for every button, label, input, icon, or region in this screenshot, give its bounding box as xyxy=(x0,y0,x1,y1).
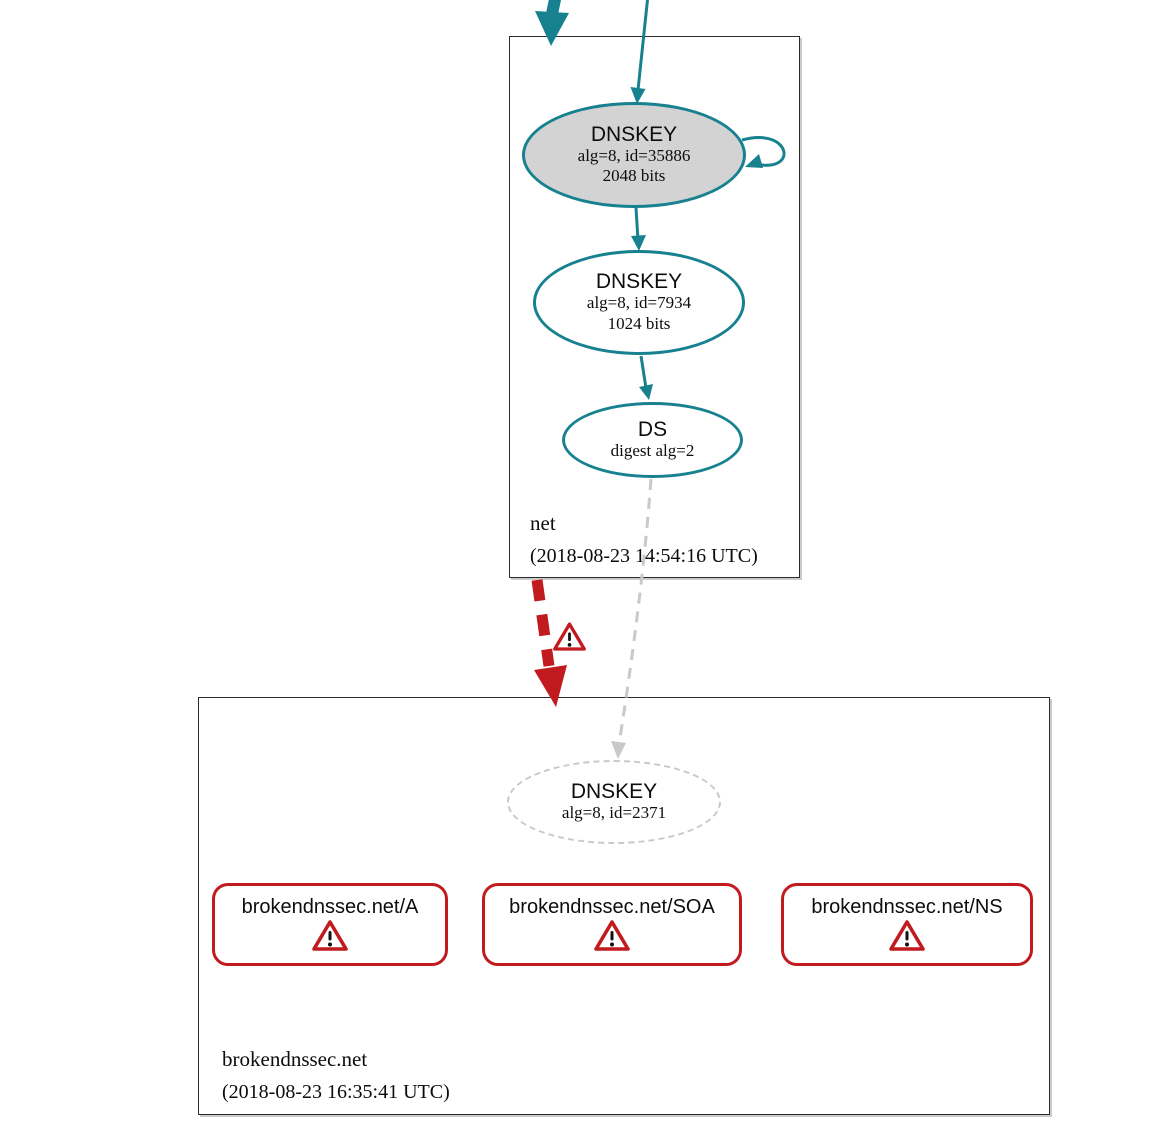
node-net-ds[interactable] xyxy=(562,402,743,478)
node-brokendnssec-dnskey[interactable] xyxy=(507,760,721,844)
rrset-brokendnssec-net-ns[interactable] xyxy=(781,883,1033,966)
zone-label-brokendnssec-net: brokendnssec.net xyxy=(222,1047,368,1071)
node-title: DNSKEY xyxy=(570,779,658,803)
node-title: DS xyxy=(637,417,668,441)
node-subtitle: alg=8, id=35886 xyxy=(577,145,691,165)
node-net-dnskey-zsk[interactable] xyxy=(533,250,745,355)
node-subtitle: 2048 bits xyxy=(602,166,666,186)
warning-icon xyxy=(552,621,587,653)
zone-label-net: net xyxy=(530,511,556,535)
node-title: DNSKEY xyxy=(590,122,678,146)
node-net-dnskey-ksk[interactable] xyxy=(522,102,746,208)
rrset-label: brokendnssec.net/A xyxy=(241,896,419,918)
node-subtitle: digest alg=2 xyxy=(610,441,695,460)
node-subtitle: 1024 bits xyxy=(607,313,671,333)
warning-icon xyxy=(311,919,349,953)
zone-timestamp-net: (2018-08-23 14:54:16 UTC) xyxy=(530,545,758,567)
rrset-label: brokendnssec.net/NS xyxy=(811,896,1003,918)
rrset-brokendnssec-net-soa[interactable] xyxy=(482,883,742,966)
zone-timestamp-brokendnssec-net: (2018-08-23 16:35:41 UTC) xyxy=(222,1081,450,1103)
node-subtitle: alg=8, id=7934 xyxy=(586,293,692,313)
rrset-label: brokendnssec.net/SOA xyxy=(509,896,715,918)
rrset-brokendnssec-net-a[interactable] xyxy=(212,883,448,966)
node-subtitle: alg=8, id=2371 xyxy=(561,803,667,822)
warning-icon xyxy=(593,919,631,953)
warning-icon xyxy=(888,919,926,953)
node-title: DNSKEY xyxy=(595,270,683,294)
